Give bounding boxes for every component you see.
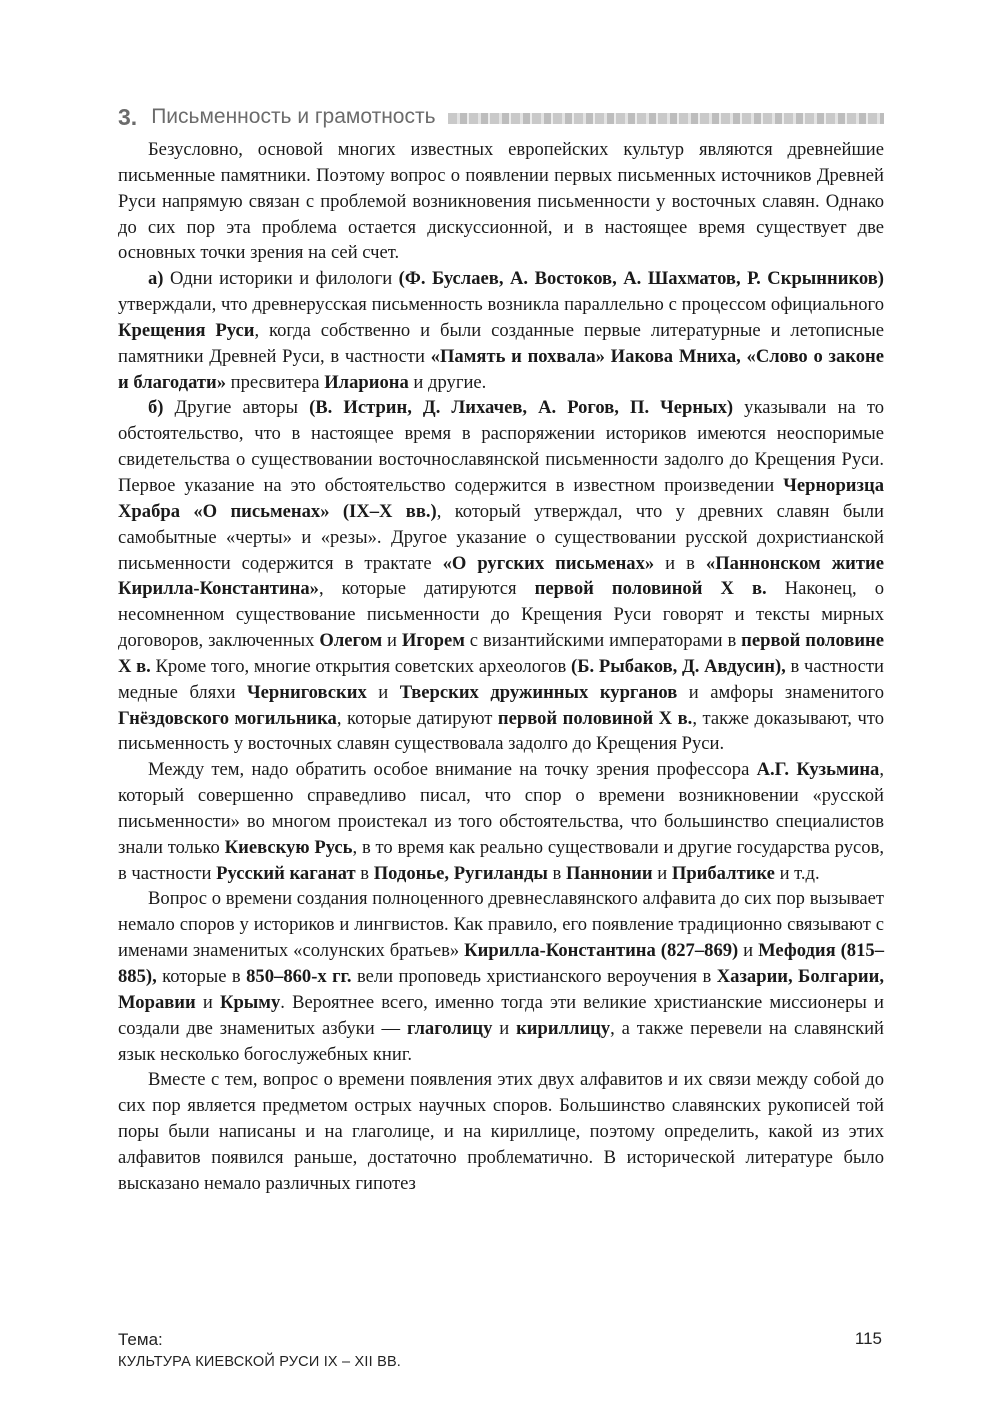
section-header bbox=[118, 100, 884, 134]
text-run: и bbox=[492, 1017, 517, 1039]
text-run: , также доказывают, что письменность у восточных славян существовала задолго до Крещения Руси. bbox=[118, 707, 885, 755]
text-run: вели проповедь христианского вероучения в bbox=[351, 966, 717, 987]
footer-theme bbox=[118, 1329, 401, 1373]
text-run: и в bbox=[654, 552, 706, 574]
bold-text-run: Черниговских bbox=[247, 681, 367, 703]
text-run: и bbox=[195, 991, 220, 1013]
bold-text-run: «Паннонском житие Кирилла-Константина» bbox=[118, 552, 884, 600]
text-run: и другие. bbox=[408, 371, 487, 393]
bold-text-run: Крещения Руси bbox=[118, 319, 255, 341]
paragraph bbox=[118, 1067, 884, 1196]
text-run: , которые датируются bbox=[318, 578, 535, 600]
text-run: указывали на то обстоятельство, что в настоящее время в распоряжении историков имеются неоспоримые свидетельства о существовании восточнославянской письменности задолго до Крещения Руси. Первое указание на это обстоятельство содержится в известном произведении bbox=[118, 397, 885, 496]
paragraph bbox=[118, 757, 884, 886]
section-decorative-bar bbox=[448, 113, 884, 124]
text-run: которые в bbox=[156, 966, 247, 987]
bold-text-run: Илариона bbox=[324, 371, 409, 393]
text-run: Наконец, о несомненном существование письменности до Крещения Руси говорят и тексты мирных договоров, заключенных bbox=[118, 578, 884, 652]
bold-text-run: Тверских дружинных курганов bbox=[399, 681, 678, 703]
text-run: в частности медные бляхи bbox=[118, 655, 884, 703]
text-run: Другие авторы bbox=[163, 397, 310, 419]
bold-text-run: глаголицу bbox=[406, 1017, 493, 1039]
bold-text-run: (В. Истрин, Д. Лихачев, А. Рогов, П. Черных) bbox=[309, 397, 734, 419]
text-run: Между тем, надо обратить особое внимание на точку зрения профессора bbox=[148, 759, 757, 781]
text-run: в bbox=[355, 862, 374, 884]
text-run: и т.д. bbox=[774, 862, 820, 884]
bold-text-run: Прибалтике bbox=[671, 862, 775, 884]
bold-text-run: (Б. Рыбаков, Д. Авдусин), bbox=[571, 655, 786, 677]
bold-text-run: Подонье, Ругиланды bbox=[373, 862, 548, 884]
footer-theme-label: Тема: bbox=[118, 1330, 163, 1349]
text-run: пресвитера bbox=[226, 371, 325, 393]
text-run: и амфоры знаменитого bbox=[677, 681, 885, 703]
bold-text-run: первой половине X в. bbox=[118, 630, 885, 677]
bold-text-run: а) bbox=[148, 268, 164, 290]
paragraph bbox=[118, 395, 884, 757]
text-run: Вопрос о времени создания полноценного древнеславянского алфавита до сих пор вызывает немало споров у историков и лингвистов. Как правило, его появление традиционно связывают с именами знаменитых «солунских братьев» bbox=[118, 888, 884, 962]
text-run: Вместе с тем, вопрос о времени появления этих двух алфавитов и их связи между собой до сих пор является предметом острых научных споров. Большинство славянских рукописей той поры были написаны и на глаголице, и на кириллице, поэтому определить, какой из этих алфавитов появился раньше, достаточно проблематично. В исторической литературе было высказано немало различных гипотез bbox=[118, 1069, 884, 1194]
text-run: Кроме того, многие открытия советских археологов bbox=[150, 655, 571, 677]
text-run: , который совершенно справедливо писал, что спор о времени возникновении «русской письменности» во многом проистекал из того обстоятельства, что большинство специалистов знали только bbox=[118, 759, 884, 858]
bold-text-run: Крыму bbox=[219, 991, 281, 1013]
text-run: с византийскими императорами в bbox=[464, 630, 742, 652]
bold-text-run: Мефодия (815–885), bbox=[118, 940, 884, 987]
text-run: и bbox=[366, 681, 400, 703]
section-number: 3. bbox=[118, 103, 138, 130]
bold-text-run: Кирилла-Константина (827–869) bbox=[464, 940, 739, 962]
text-run: утверждали, что древнерусская письменность возникла параллельно с процессом официального bbox=[118, 294, 884, 316]
bold-text-run: Русский каганат bbox=[216, 862, 356, 884]
bold-text-run: кириллицу bbox=[516, 1017, 611, 1039]
text-run: и bbox=[738, 940, 759, 962]
footer-theme-title: КУЛЬТУРА КИЕВСКОЙ РУСИ IX – XII ВВ. bbox=[118, 1354, 402, 1370]
bold-text-run: первой половиной X в. bbox=[534, 578, 767, 600]
bold-text-run: Черноризца Храбра «О письменах» (IX–X вв.) bbox=[118, 474, 884, 522]
bold-text-run: б) bbox=[148, 397, 164, 419]
text-run: , а также перевели на славянский язык несколько богослужебных книг. bbox=[118, 1017, 885, 1065]
bold-text-run: Киевскую Русь bbox=[224, 836, 353, 858]
bold-text-run: первой половиной X в. bbox=[497, 707, 693, 729]
bold-text-run: Паннонии bbox=[565, 862, 653, 884]
paragraph bbox=[118, 886, 884, 1067]
text-run: и bbox=[382, 630, 402, 652]
bold-text-run: Хазарии, Болгарии, Моравии bbox=[118, 966, 884, 1013]
text-run: . Вероятнее всего, именно тогда эти великие христианские миссионеры и создали две знаменитых азбуки — bbox=[118, 991, 884, 1039]
bold-text-run: (Ф. Буслаев, А. Востоков, А. Шахматов, Р. Скрынников) bbox=[398, 268, 884, 290]
bold-text-run: Игорем bbox=[401, 630, 465, 652]
bold-text-run: «О ругских письменах» bbox=[442, 552, 655, 574]
body-text bbox=[118, 137, 884, 1197]
text-run: Одни историки и филологи bbox=[163, 268, 399, 290]
paragraph bbox=[118, 137, 884, 266]
text-run: , которые датируют bbox=[336, 707, 498, 729]
section-title: Письменность и грамотность bbox=[151, 105, 436, 128]
text-run: в bbox=[547, 862, 566, 884]
text-run: Безусловно, основой многих известных европейских культур являются древнейшие письменные памятники. Поэтому вопрос о появлении первых письменных источников Древней Руси напрямую связан с проблемой возникновения письменности у восточных славян. Однако до сих пор эта проблема остается дискуссионной, и в настоящее время существует две основных точки зрения на сей счет. bbox=[118, 139, 884, 264]
bold-text-run: 850–860-х гг. bbox=[246, 966, 352, 987]
bold-text-run: «Память и похвала» Иакова Мниха, «Слово о законе и благодати» bbox=[118, 345, 884, 393]
text-run: и bbox=[652, 862, 672, 884]
paragraph bbox=[118, 266, 884, 395]
text-run: , когда собственно и были созданные первые литературные и летописные памятники Древней Руси, в частности bbox=[118, 319, 884, 367]
page-number: 115 bbox=[854, 1329, 882, 1348]
text-run: , в то время как реально существовали и другие государства русов, в частности bbox=[118, 836, 885, 884]
bold-text-run: Гнёздовского могильника bbox=[118, 707, 337, 729]
bold-text-run: Олегом bbox=[319, 630, 383, 652]
text-run: , который утверждал, что у древних славян были самобытные «черты» и «резы». Другое указание о существовании русской дохристианской письменности содержится в трактате bbox=[118, 500, 885, 574]
bold-text-run: А.Г. Кузьмина bbox=[756, 759, 880, 781]
